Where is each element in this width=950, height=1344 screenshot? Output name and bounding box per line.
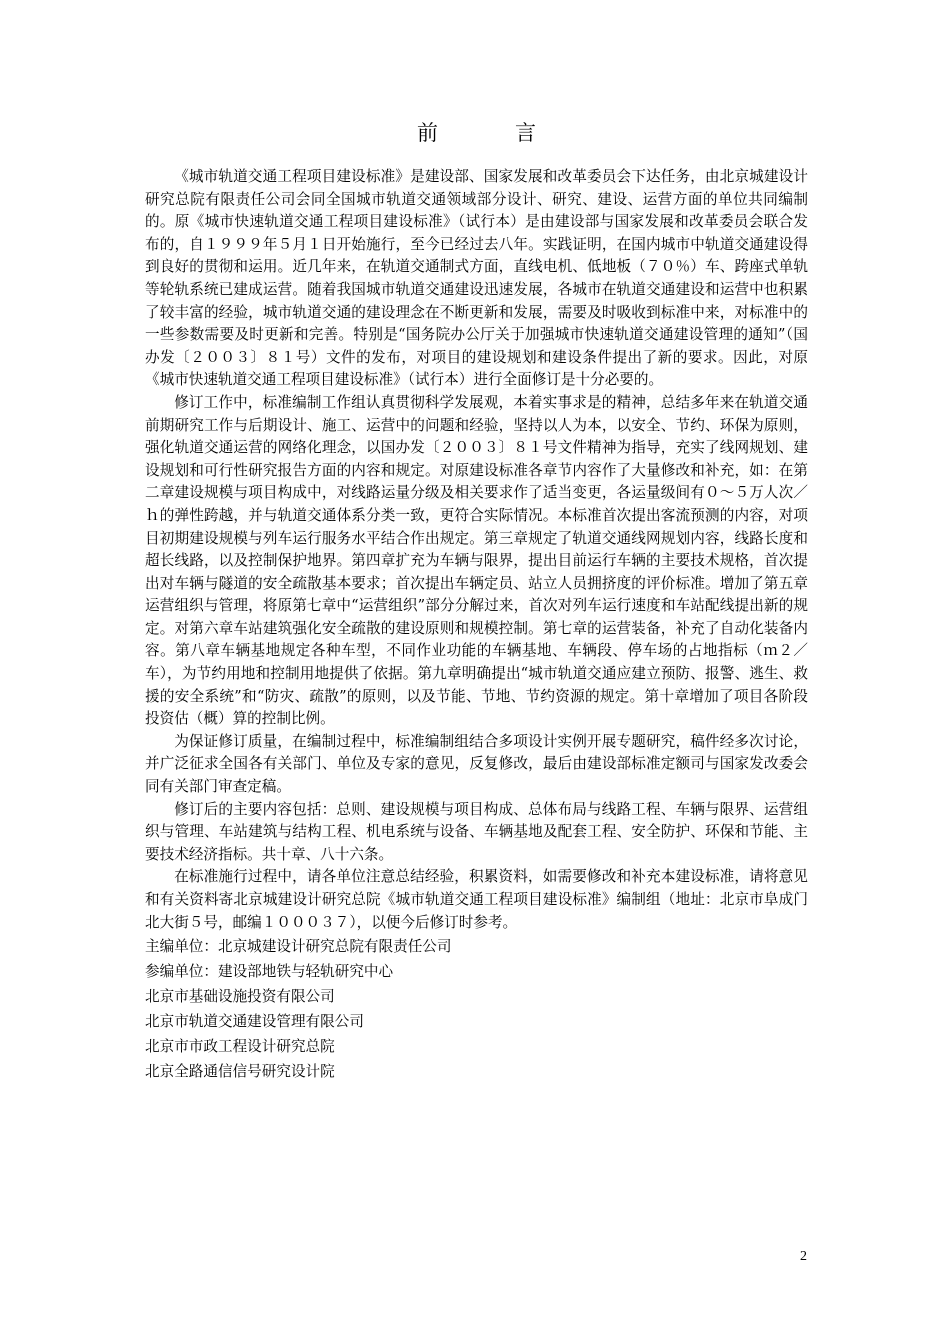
paragraph-3: 为保证修订质量，在编制过程中，标准编制组结合多项设计实例开展专题研究，稿件经多次讨论，并广泛征求全国各有关部门、单位及专家的意见，反复修改，最后由建设部标准定额司与国家发改委会同有关部门审查定稿。: [145, 732, 808, 796]
participating-unit-1: 参编单位：建设部地铁与轻轨研究中心: [145, 963, 394, 981]
page-title: 前 言: [417, 121, 564, 145]
paragraph-5: 在标准施行过程中，请各单位注意总结经验，积累资料，如需要修改和补充本建设标准，请将意见和有关资料寄北京城建设计研究总院《城市轨道交通工程项目建设标准》编制组（地址：北京市阜成门北大街５号，邮编１０００３７），以便今后修订时参考。: [145, 868, 808, 931]
paragraph-4: 修订后的主要内容包括：总则、建设规模与项目构成、总体布局与线路工程、车辆与限界、运营组织与管理、车站建筑与结构工程、机电系统与设备、车辆基地及配套工程、安全防护、环保和节能、主要技术经济指标。共十章、八十六条。: [145, 800, 808, 863]
document-page: [145, 118, 808, 1084]
paragraph-2: 修订工作中，标准编制工作组认真贯彻科学发展观，本着实事求是的精神，总结多年来在轨道交通前期研究工作与后期设计、施工、运营中的问题和经验，坚持以人为本，以安全、节约、环保为原则，强化轨道交通运营的网络化理念，以国办发〔２００３〕８１号文件精神为指导，充实了线网规划、建设规划和可行性研究报告方面的内容和规定。对原建设标准各章节内容作了大量修改和补充，如：在第二章建设规模与项目构成中，对线路运量分级及相关要求作了适当变更，各运量级间有０～５万人次／ｈ的弹性跨越，并与轨道交通体系分类一致，更符合实际情况。本标准首次提出客流预测的内容，对项目初期建设规模与列车运行服务水平结合作出规定。第三章规定了轨道交通线网规划内容，线路长度和超长线路，以及控制保护地界。第四章扩充为车辆与限界，提出目前运行车辆的主要技术规格，首次提出对车辆与隧道的安全疏散基本要求；首次提出车辆定员、站立人员拥挤度的评价标准。增加了第五章运营组织与管理，将原第七章中“运营组织”部分分解过来，首次对列车运行速度和车站配线提出新的规定。对第六章车站建筑强化安全疏散的建设原则和规模控制。第七章的运营装备，补充了自动化装备内容。第八章车辆基地规定各种车型，不同作业功能的车辆基地、车辆段、停车场的占地指标（ｍ２／车），为节约用地和控制用地提供了依据。第九章明确提出“城市轨道交通应建立预防、报警、逃生、救援的安全系统”和“防灾、疏散”的原则，以及节能、节地、节约资源的规定。第十章增加了项目各阶段投资估（概）算的控制比例。: [145, 393, 808, 728]
participating-unit-2: 北京市基础设施投资有限公司: [145, 988, 335, 1006]
participating-unit-5: 北京全路通信信号研究设计院: [145, 1063, 335, 1081]
paragraph-1: 《城市轨道交通工程项目建设标准》是建设部、国家发展和改革委员会下达任务，由北京城建设计研究总院有限责任公司会同全国城市轨道交通领域部分设计、研究、建设、运营方面的单位共同编制的。原《城市快速轨道交通工程项目建设标准》（试行本）是由建设部与国家发展和改革委员会联合发布的，自１９９９年５月１日开始施行，至今已经过去八年。实践证明，在国内城市中轨道交通建设得到良好的贯彻和运用。近几年来，在轨道交通制式方面，直线电机、低地板（７０％）车、跨座式单轨等轮轨系统已建成运营。随着我国城市轨道交通建设迅速发展，各城市在轨道交通建设和运营中也积累了较丰富的经验，城市轨道交通的建设理念在不断更新和发展，需要及时吸收到标准中来，对标准中的一些参数需要及时更新和完善。特别是“国务院办公厅关于加强城市快速轨道交通建设管理的通知”（国办发〔２００３〕８１号）文件的发布，对项目的建设规划和建设条件提出了新的要求。因此，对原《城市快速轨道交通工程项目建设标准》（试行本）进行全面修订是十分必要的。: [145, 168, 808, 389]
chief-editor-unit: 主编单位：北京城建设计研究总院有限责任公司: [145, 938, 452, 956]
unit-list: [145, 934, 808, 1084]
participating-unit-3: 北京市轨道交通建设管理有限公司: [145, 1013, 364, 1031]
page-number: 2: [800, 1249, 807, 1264]
participating-unit-4: 北京市市政工程设计研究总院: [145, 1038, 335, 1056]
